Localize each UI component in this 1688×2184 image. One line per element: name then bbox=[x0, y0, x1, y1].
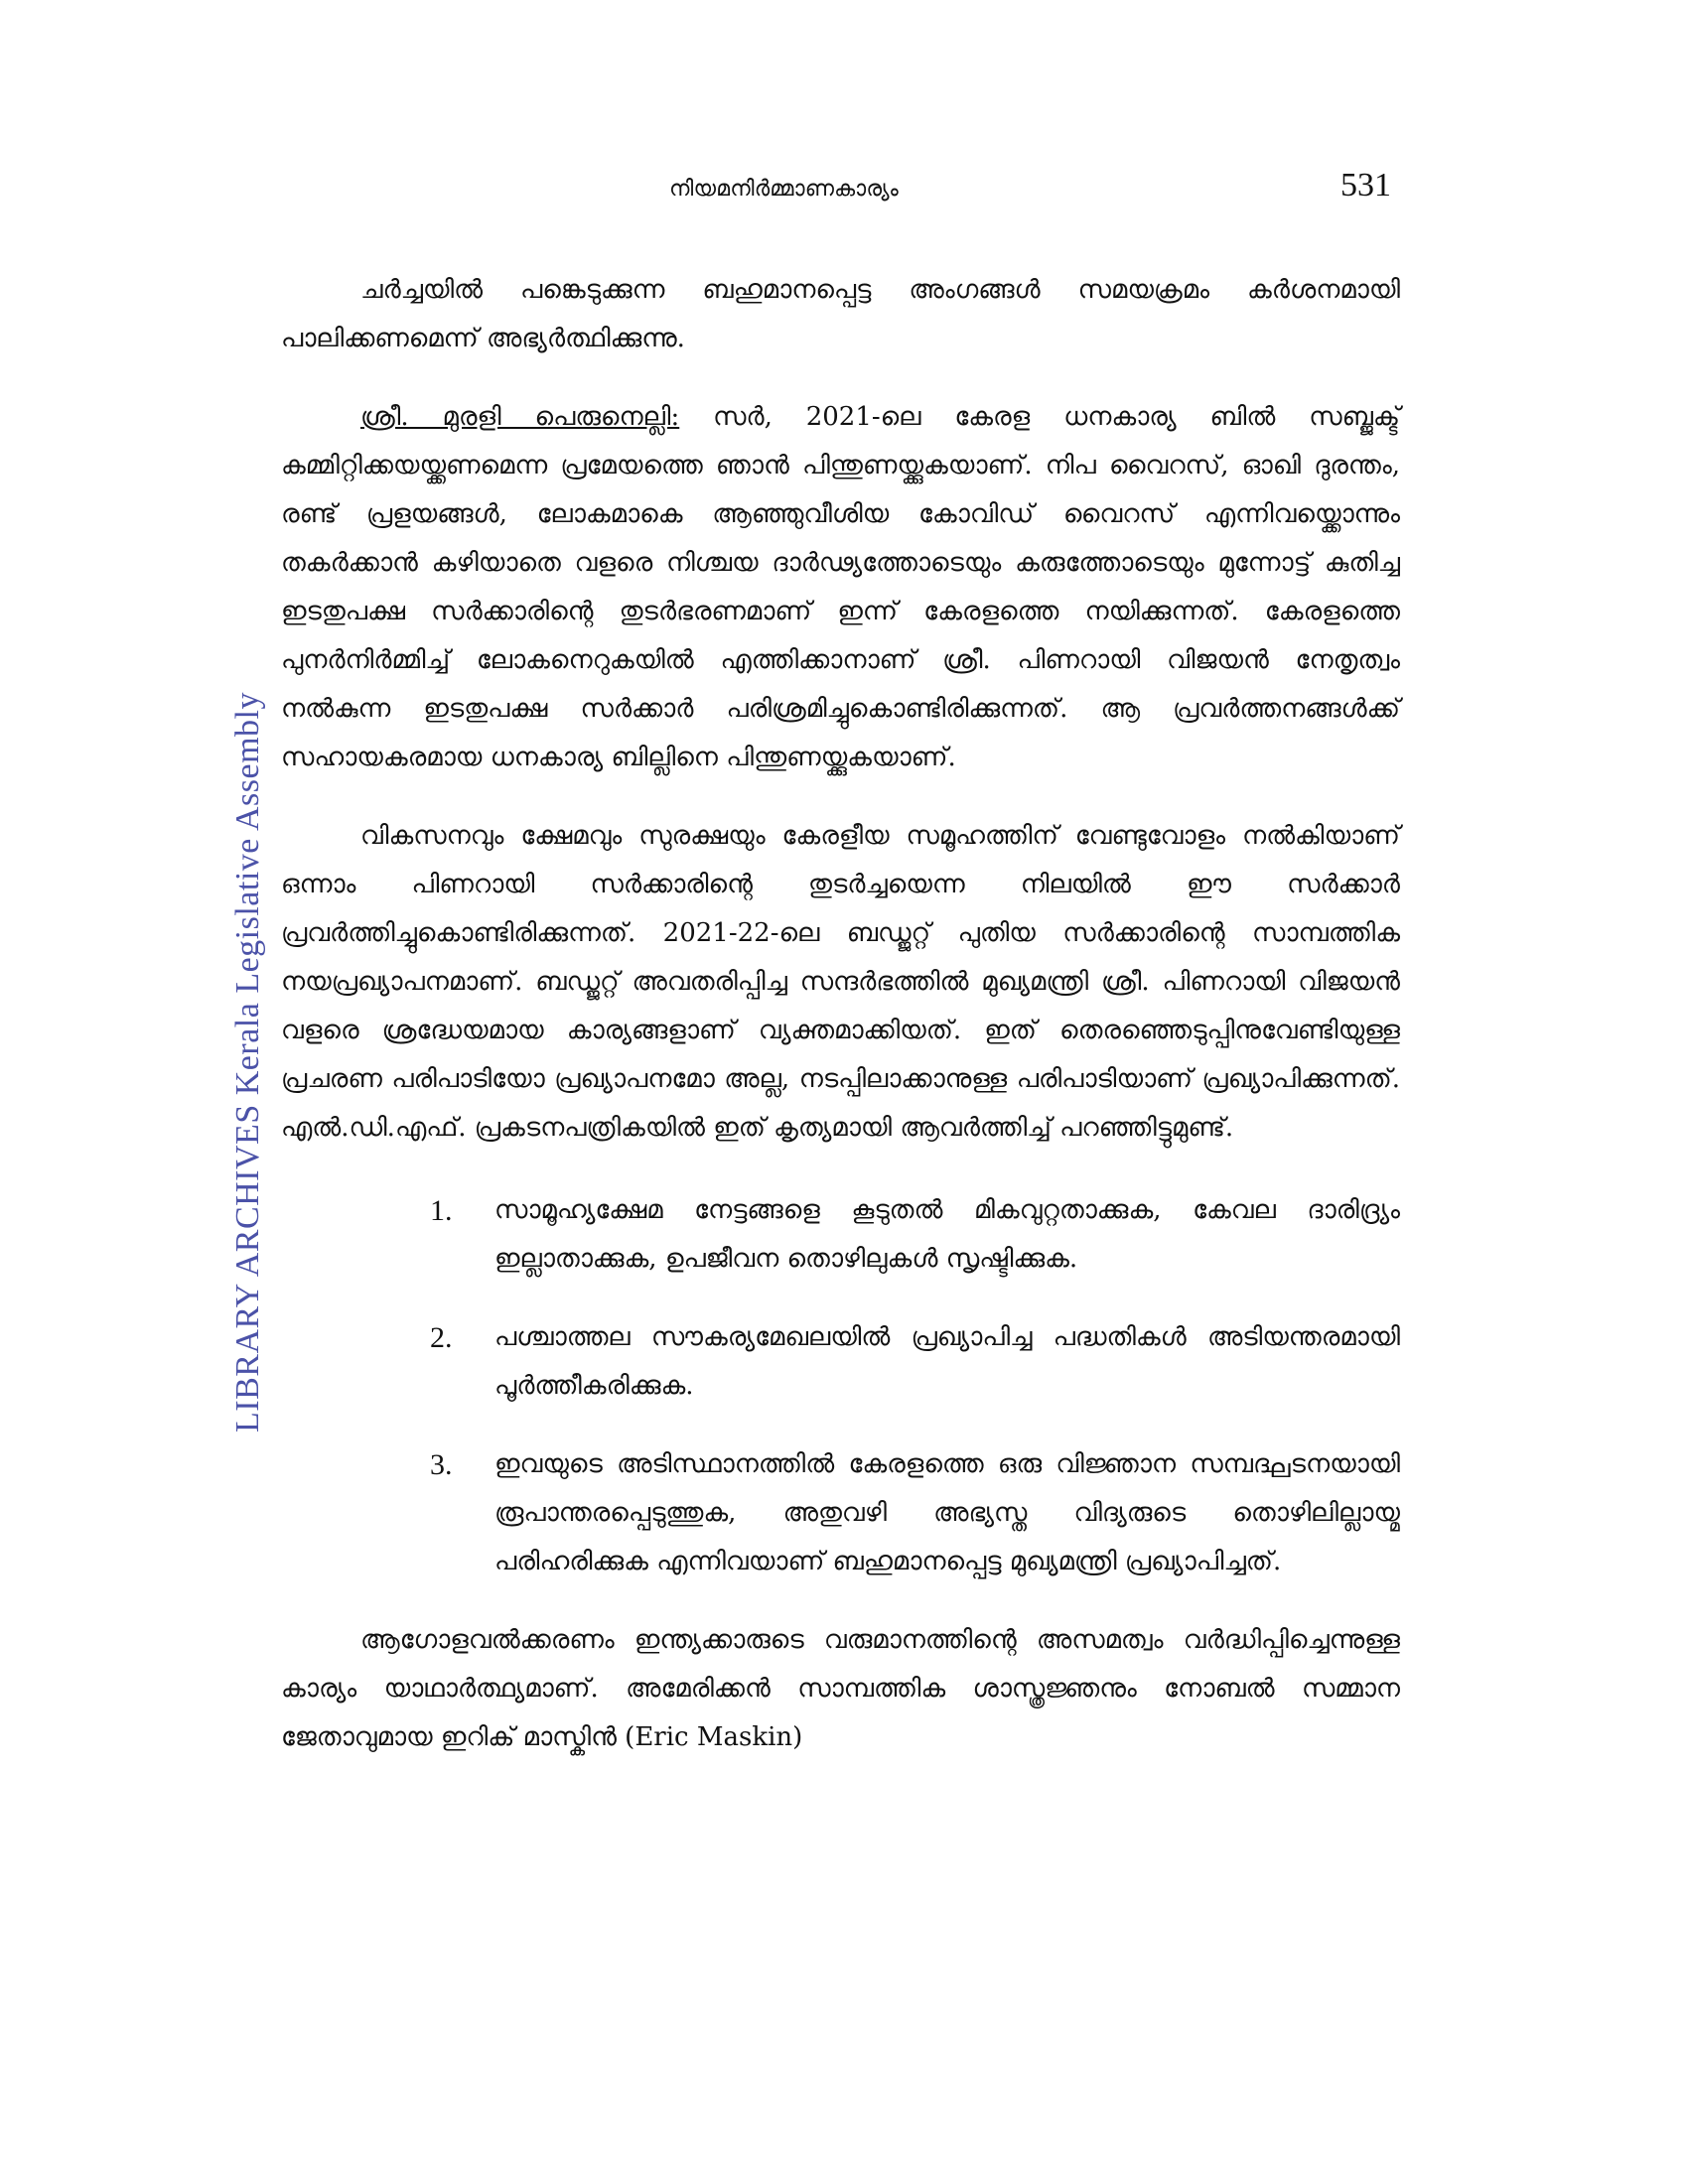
paragraph-time-request bbox=[281, 266, 1400, 363]
paragraph-globalization bbox=[281, 1616, 1400, 1762]
running-header-title: നിയമനിർമ്മാണകാര്യം bbox=[669, 177, 899, 202]
paragraph-text: ആഗോളവൽക്കരണം ഇന്ത്യക്കാരുടെ വരുമാനത്തിന്റെ അസമത്വം വർദ്ധിപ്പിച്ചെന്നുള്ള കാര്യം യാഥാർത്ഥ്യമാണ്. അമേരിക്കൻ സാമ്പത്തിക ശാസ്ത്രജ്ഞനും നോബൽ സമ്മാന ജേതാവുമായ ഇറിക് മാസ്കിൻ (Eric Maskin) bbox=[281, 1625, 1400, 1752]
page-body bbox=[281, 266, 1400, 1792]
paragraph-text: സർ, 2021-ലെ കേരള ധനകാര്യ ബിൽ സബ്ജക്ട് കമ്മിറ്റിക്കയയ്ക്കണമെന്ന പ്രമേയത്തെ ഞാൻ പിന്തുണയ്ക്കുകയാണ്. നിപ വൈറസ്, ഓഖി ദുരന്തം, രണ്ട് പ്രളയങ്ങൾ, ലോകമാകെ ആഞ്ഞുവീശിയ കോവിഡ് വൈറസ് എന്നിവയ്ക്കൊന്നും തകർക്കാൻ കഴിയാതെ വളരെ നിശ്ചയ ദാർഢ്യത്തോടെയും കരുത്തോടെയും മുന്നോട്ട് കുതിച്ച ഇടതുപക്ഷ സർക്കാരിന്റെ തുടർഭരണമാണ് ഇന്ന് കേരളത്തെ നയിക്കുന്നത്. കേരളത്തെ പുനർനിർമ്മിച്ച് ലോകനെറുകയിൽ എത്തിക്കാനാണ് ശ്രീ. പിണറായി വിജയൻ നേതൃത്വം നൽകുന്ന ഇടതുപക്ഷ സർക്കാർ പരിശ്രമിച്ചുകൊണ്ടിരിക്കുന്നത്. ആ പ്രവർത്തനങ്ങൾക്ക് സഹായകരമായ ധനകാര്യ ബില്ലിനെ പിന്തുണയ്ക്കുകയാണ്. bbox=[281, 402, 1401, 772]
numbered-list bbox=[281, 1186, 1400, 1586]
paragraph-speech-opening bbox=[281, 393, 1400, 782]
list-item-text: പശ്ചാത്തല സൗകര്യമേഖലയിൽ പ്രഖ്യാപിച്ച പദ്ധതികൾ അടിയന്തരമായി പൂർത്തീകരിക്കുക. bbox=[494, 1322, 1400, 1401]
list-number: 2. bbox=[430, 1321, 453, 1354]
list-item bbox=[281, 1440, 1400, 1586]
list-number: 1. bbox=[430, 1194, 453, 1227]
list-item bbox=[281, 1313, 1400, 1411]
paragraph-budget bbox=[281, 812, 1400, 1153]
list-item-text: സാമൂഹ്യക്ഷേമ നേട്ടങ്ങളെ കൂടുതൽ മികവുറ്റതാക്കുക, കേവല ദാരിദ്ര്യം ഇല്ലാതാക്കുക, ഉപജീവന തൊഴിലുകൾ സൃഷ്ടിക്കുക. bbox=[494, 1195, 1400, 1274]
paragraph-text: ചർച്ചയിൽ പങ്കെടുക്കുന്ന ബഹുമാനപ്പെട്ട അംഗങ്ങൾ സമയക്രമം കർശനമായി പാലിക്കണമെന്ന് അഭ്യർത്ഥിക്കുന്നു. bbox=[281, 275, 1400, 353]
list-item-text: ഇവയുടെ അടിസ്ഥാനത്തിൽ കേരളത്തെ ഒരു വിജ്ഞാന സമ്പദ്ഘടനയായി രൂപാന്തരപ്പെടുത്തുക, അതുവഴി അഭ്യസ്ത വിദ്യരുടെ തൊഴിലില്ലായ്മ പരിഹരിക്കുക എന്നിവയാണ് ബഹുമാനപ്പെട്ട മുഖ്യമന്ത്രി പ്രഖ്യാപിച്ചത്. bbox=[494, 1449, 1400, 1576]
library-archives-watermark: LIBRARY ARCHIVES Kerala Legislative Assembly bbox=[229, 691, 266, 1433]
list-item bbox=[281, 1186, 1400, 1284]
list-number: 3. bbox=[430, 1448, 453, 1481]
speaker-name: ശ്രീ. മുരളി പെരുനെല്ലി: bbox=[360, 402, 680, 432]
paragraph-text: വികസനവും ക്ഷേമവും സുരക്ഷയും കേരളീയ സമൂഹത്തിന് വേണ്ടുവോളം നൽകിയാണ് ഒന്നാം പിണറായി സർക്കാരിന്റെ തുടർച്ചയെന്ന നിലയിൽ ഈ സർക്കാർ പ്രവർത്തിച്ചുകൊണ്ടിരിക്കുന്നത്. 2021-22-ലെ ബഡ്ജറ്റ് പുതിയ സർക്കാരിന്റെ സാമ്പത്തിക നയപ്രഖ്യാപനമാണ്. ബഡ്ജറ്റ് അവതരിപ്പിച്ച സന്ദർഭത്തിൽ മുഖ്യമന്ത്രി ശ്രീ. പിണറായി വിജയൻ വളരെ ശ്രദ്ധേയമായ കാര്യങ്ങളാണ് വ്യക്തമാക്കിയത്. ഇത് തെരഞ്ഞെടുപ്പിനുവേണ്ടിയുള്ള പ്രചരണ പരിപാടിയോ പ്രഖ്യാപനമോ അല്ല, നടപ്പിലാക്കാനുള്ള പരിപാടിയാണ് പ്രഖ്യാപിക്കുന്നത്. എൽ.ഡി.എഫ്. പ്രകടനപത്രികയിൽ ഇത് കൃത്യമായി ആവർത്തിച്ച് പറഞ്ഞിട്ടുമുണ്ട്. bbox=[281, 821, 1400, 1143]
page-number: 531 bbox=[1340, 167, 1391, 204]
page-header bbox=[0, 167, 1688, 216]
